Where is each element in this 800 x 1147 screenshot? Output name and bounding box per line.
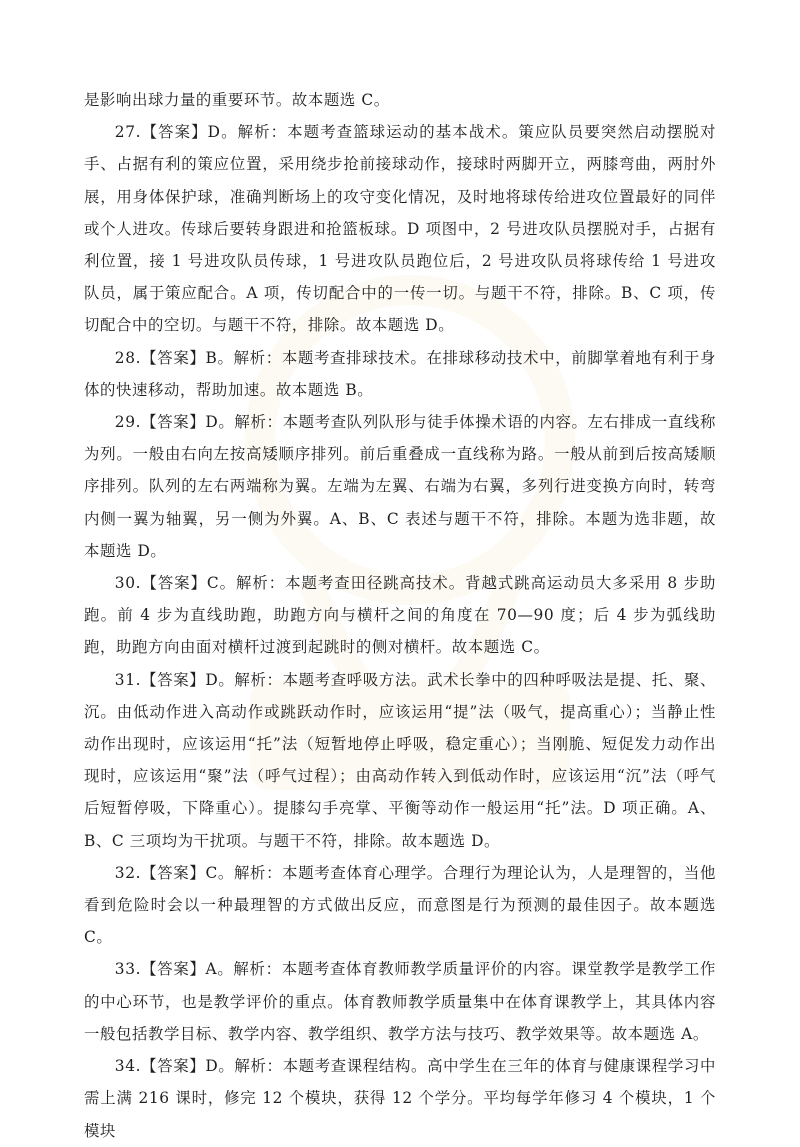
answer-item-34 (84, 1050, 716, 1147)
item-text: 【答案】D。解析：本题考查课程结构。高中学生在三年的体育与健康课程学习中需上满 216 课时，修完 12 个模块，获得 12 个学分。平均每学年修习 4 个模块，1 个模块 (84, 1057, 716, 1140)
answer-item-31 (84, 664, 716, 857)
item-text: 【答案】C。解析：本题考查田径跳高技术。背越式跳高运动员大多采用 8 步助跑。前 4 步为直线助跑，助跑方向与横杆之间的角度在 70—90 度；后 4 步为弧线助跑，助跑方向由面对横杆过渡到起跳时的侧对横杆。故本题选 C。 (84, 574, 716, 657)
answer-item-30 (84, 567, 716, 664)
item-text: 【答案】C。解析：本题考查体育心理学。合理行为理论认为，人是理智的，当他看到危险时会以一种最理智的方式做出反应，而意图是行为预测的最佳因子。故本题选 C。 (84, 863, 716, 947)
answer-item-32 (84, 857, 716, 954)
item-number: 33. (114, 960, 142, 979)
item-text: 【答案】A。解析：本题考查体育教师教学质量评价的内容。课堂教学是教学工作的中心环节，也是教学评价的重点。体育教师教学质量集中在体育课教学上，其具体内容一般包括教学目标、教学内容、教学组织、教学方法与技巧、教学效果等。故本题选 A。 (84, 960, 716, 1043)
answer-item-33 (84, 953, 716, 1050)
document-page (84, 84, 716, 1147)
item-text: 【答案】D。解析：本题考查呼吸方法。武术长拳中的四种呼吸法是提、托、聚、沉。由低动作进入高动作或跳跃动作时，应该运用“提”法（吸气，提高重心）；当静止性动作出现时，应该运用“托”法（短暂地停止呼吸，稳定重心）；当刚脆、短促发力动作出现时，应该运用“聚”法（呼气过程）；由高动作转入到低动作时，应该运用“沉”法（呼气后短暂停吸，下降重心）。提膝勾手亮掌、平衡等动作一般运用“托”法。D 项正确。A、B、C 三项均为干扰项。与题干不符，排除。故本题选 D。 (84, 670, 716, 850)
item-number: 29. (114, 413, 142, 432)
item-number: 30. (114, 574, 142, 593)
answer-item-28 (84, 342, 716, 406)
item-text: 【答案】B。解析：本题考查排球技术。在排球移动技术中，前脚掌着地有利于身体的快速移动，帮助加速。故本题选 B。 (84, 348, 716, 399)
item-text: 【答案】D。解析：本题考查队列队形与徒手体操术语的内容。左右排成一直线称为列。一般由右向左按高矮顺序排列。前后重叠成一直线称为路。一般从前到后按高矮顺序排列。队列的左右两端称为翼。左端为左翼、右端为右翼，多列行进变换方向时，转弯内侧一翼为轴翼，另一侧为外翼。A、B、C 表述与题干不符，排除。本题为选非题，故本题选 D。 (84, 413, 716, 560)
item-text: 【答案】D。解析：本题考查篮球运动的基本战术。策应队员要突然启动摆脱对手、占据有利的策应位置，采用绕步抢前接球动作，接球时两脚开立，两膝弯曲，两肘外展，用身体保护球，准确判断场上的攻守变化情况，及时地将球传给进攻位置最好的同伴或个人进攻。传球后要转身跟进和抢篮板球。D 项图中，2 号进攻队员摆脱对手，占据有利位置，接 1 号进攻队员传球，1 号进攻队员跑位后，2 号进攻队员将球传给 1 号进攻队员，属于策应配合。A 项，传切配合中的一传一切。与题干不符，排除。B、C 项，传切配合中的空切。与题干不符，排除。故本题选 D。 (84, 123, 716, 335)
item-number: 34. (114, 1057, 142, 1076)
item-number: 28. (114, 348, 142, 367)
item-number: 27. (114, 123, 142, 142)
item-number: 32. (114, 863, 142, 882)
item-number: 31. (114, 670, 142, 689)
lead-paragraph: 是影响出球力量的重要环节。故本题选 C。 (84, 91, 390, 109)
answer-item-27 (84, 116, 716, 341)
answer-item-29 (84, 406, 716, 567)
